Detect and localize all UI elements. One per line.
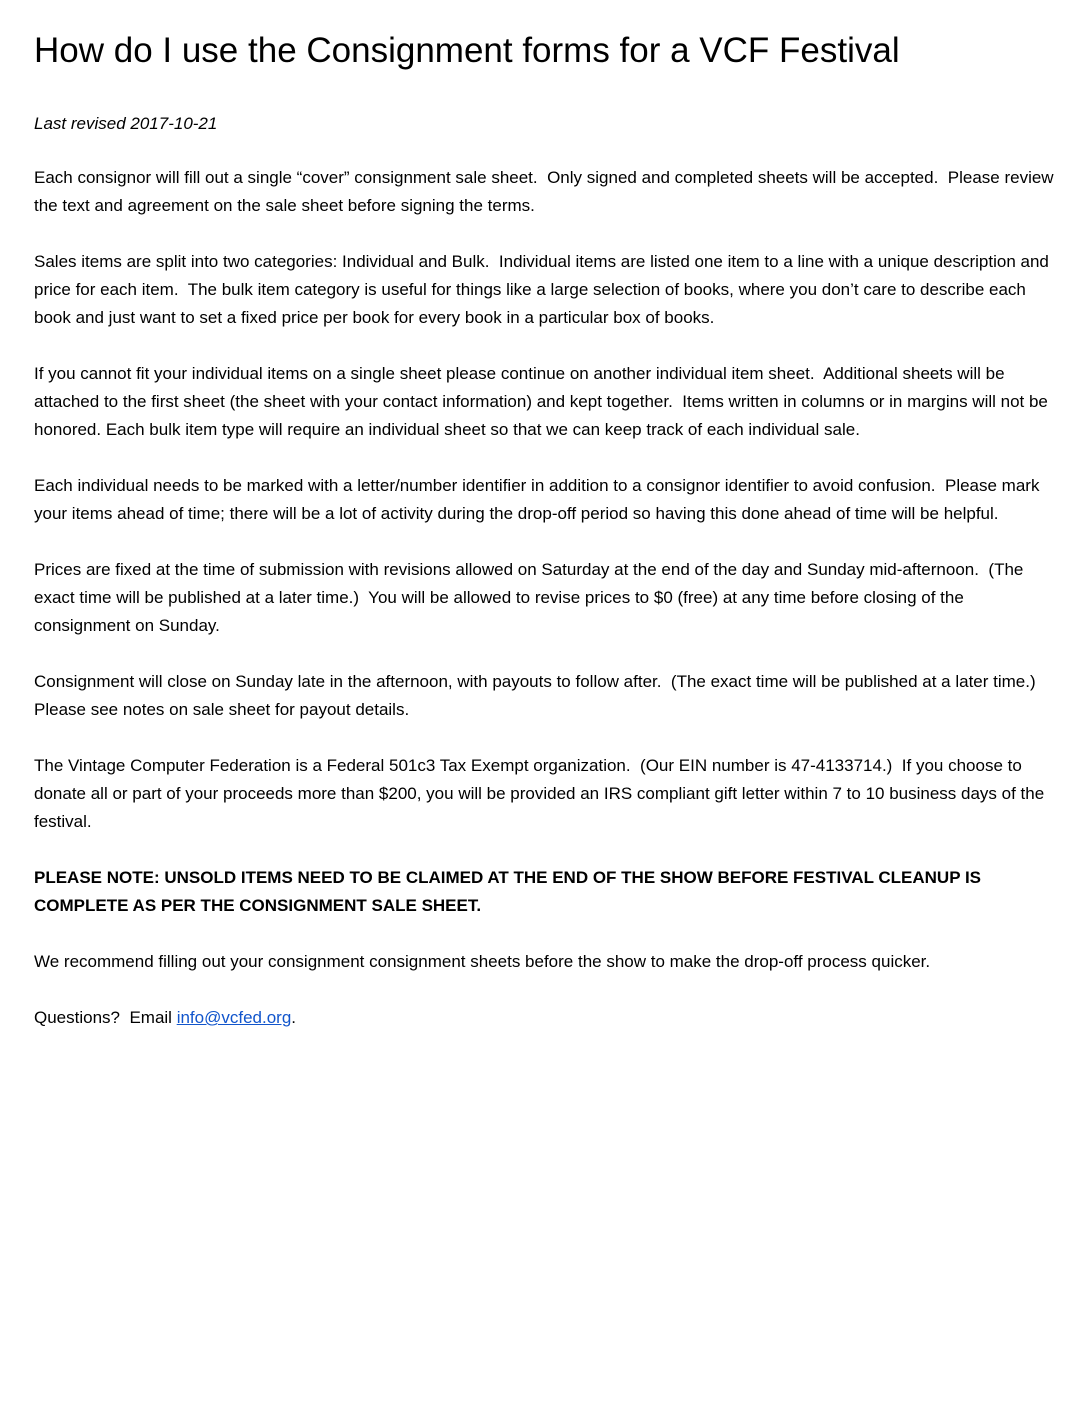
paragraph: Each individual needs to be marked with a letter/number identifier in addition to a consignor identifier to avoid confusion. Please mark your items ahead of time; there will be a lot of activity during the drop-off period so having this done ahead of time will be helpful. [34,476,1045,523]
revision-note: Last revised 2017-10-21 [34,114,218,133]
email-link[interactable]: info@vcfed.org [176,1008,292,1027]
contact-line [34,1004,1058,1032]
paragraph: Sales items are split into two categories: Individual and Bulk. Individual items are listed one item to a line with a unique description and price for each item. The bulk item category is useful for things like a large selection of books, where you don’t care to describe each book and just want to set a fixed price per book for every book in a particular box of books. [34,252,1054,327]
contact-suffix: . [291,1008,297,1027]
page-title: How do I use the Consignment forms for a VCF Festival [34,31,900,70]
document-body [34,164,1058,976]
paragraph: PLEASE NOTE: UNSOLD ITEMS NEED TO BE CLAIMED AT THE END OF THE SHOW BEFORE FESTIVAL CLEANUP IS COMPLETE AS PER THE CONSIGNMENT SALE SHEET. [34,868,986,915]
paragraph: Consignment will close on Sunday late in the afternoon, with payouts to follow after. (The exact time will be published at a later time.) Please see notes on sale sheet for payout details. [34,672,1046,719]
contact-prefix: Questions? Email [34,1008,177,1027]
paragraph: Prices are fixed at the time of submission with revisions allowed on Saturday at the end of the day and Sunday mid-afternoon. (The exact time will be published at a later time.) You will be allowed to revise prices to $0 (free) at any time before closing of the consignment on Sunday. [34,560,1029,635]
paragraph: We recommend filling out your consignment consignment sheets before the show to make the drop-off process quicker. [34,952,931,971]
paragraph: Each consignor will fill out a single “cover” consignment sale sheet. Only signed and completed sheets will be accepted. Please review the text and agreement on the sale sheet before signing the terms. [34,168,1059,215]
paragraph: If you cannot fit your individual items on a single sheet please continue on another individual item sheet. Additional sheets will be attached to the first sheet (the sheet with your contact information) and kept together. Items written in columns or in margins will not be honored. Each bulk item type will require an individual sheet so that we can keep track of each individual sale. [34,364,1053,439]
paragraph: The Vintage Computer Federation is a Federal 501c3 Tax Exempt organization. (Our EIN number is 47-4133714.) If you choose to donate all or part of your proceeds more than $200, you will be provided an IRS compliant gift letter within 7 to 10 business days of the festival. [34,756,1049,831]
